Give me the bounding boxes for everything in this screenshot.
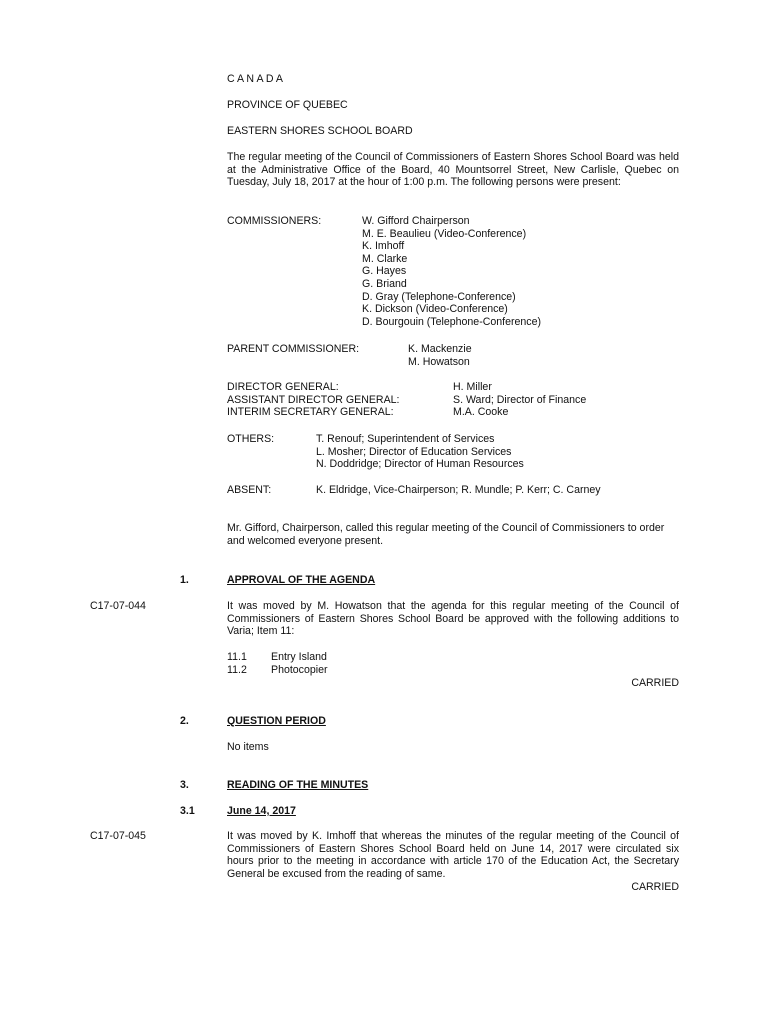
section-2-body: No items <box>227 741 269 753</box>
director-label: DIRECTOR GENERAL: <box>227 381 339 393</box>
resolution-code-044: C17-07-044 <box>90 600 146 612</box>
resolution-044-text: It was moved by M. Howatson that the agenda for this regular meeting of the Council of Commissioners of Eastern Shores School Board be approved with the following additions to Varia; Item 11: <box>227 600 679 638</box>
section-1-title: APPROVAL OF THE AGENDA <box>227 574 376 586</box>
others-name: T. Renouf; Superintendent of Services <box>316 433 495 445</box>
commissioner-name: M. E. Beaulieu (Video-Conference) <box>362 227 527 240</box>
others-list <box>316 433 524 471</box>
opening-paragraph: Mr. Gifford, Chairperson, called this regular meeting of the Council of Commissioners to order and welcomed everyone present. <box>227 522 665 547</box>
varia-item-label: Photocopier <box>271 663 328 676</box>
carried-044: CARRIED <box>631 677 679 689</box>
commissioner-name: W. Gifford Chairperson <box>362 215 470 227</box>
section-3-1-title: June 14, 2017 <box>227 805 296 817</box>
intro-paragraph: The regular meeting of the Council of Commissioners of Eastern Shores School Board was held at the Administrative Office of the Board, 40 Mountsorrel Street, New Carlisle, Quebec on Tuesday, July 18, 2017 at the hour of 1:00 p.m. The following persons were present: <box>227 151 679 189</box>
directors-labels <box>227 381 399 419</box>
resolution-045-text: It was moved by K. Imhoff that whereas the minutes of the regular meeting of the Council of Commissioners of Eastern Shores School Board held on June 14, 2017 were circulated six hours prior to the meeting in accordance with article 170 of the Education Act, the Secretary General be excused from the reading of same. <box>227 830 679 880</box>
commissioner-name: K. Imhoff <box>362 240 405 253</box>
absent-names: K. Eldridge, Vice-Chairperson; R. Mundle; P. Kerr; C. Carney <box>316 484 601 496</box>
director-name: S. Ward; Director of Finance <box>453 393 587 406</box>
province-heading: PROVINCE OF QUEBEC <box>227 99 348 111</box>
section-2-number: 2. <box>180 715 189 727</box>
section-2-title: QUESTION PERIOD <box>227 715 326 727</box>
commissioners-list <box>362 215 541 328</box>
others-name: N. Doddridge; Director of Human Resources <box>316 458 524 471</box>
director-label: ASSISTANT DIRECTOR GENERAL: <box>227 393 400 406</box>
others-label: OTHERS: <box>227 433 275 445</box>
director-name: M.A. Cooke <box>453 406 509 419</box>
section-3-1-number: 3.1 <box>180 805 195 817</box>
parent-commissioner-name: M. Howatson <box>408 355 470 368</box>
others-name: L. Mosher; Director of Education Services <box>316 445 512 458</box>
section-1-number: 1. <box>180 574 189 586</box>
section-3-number: 3. <box>180 779 189 791</box>
section-3-title: READING OF THE MINUTES <box>227 779 369 791</box>
resolution-code-045: C17-07-045 <box>90 830 146 842</box>
varia-item-labels <box>271 651 328 676</box>
directors-names <box>453 381 586 419</box>
absent-label: ABSENT: <box>227 484 272 496</box>
carried-045: CARRIED <box>631 881 679 893</box>
varia-item-number: 11.1 <box>227 651 247 663</box>
country-heading: C A N A D A <box>227 73 283 85</box>
parent-commissioner-label: PARENT COMMISSIONER: <box>227 343 360 355</box>
director-name: H. Miller <box>453 381 492 393</box>
commissioner-name: G. Briand <box>362 277 407 290</box>
board-heading: EASTERN SHORES SCHOOL BOARD <box>227 125 413 137</box>
commissioner-name: G. Hayes <box>362 265 407 278</box>
commissioner-name: M. Clarke <box>362 252 408 265</box>
varia-item-label: Entry Island <box>271 651 327 663</box>
director-label: INTERIM SECRETARY GENERAL: <box>227 406 394 419</box>
commissioner-name: D. Bourgouin (Telephone-Conference) <box>362 315 542 328</box>
varia-item-number: 11.2 <box>227 663 247 676</box>
commissioner-name: D. Gray (Telephone-Conference) <box>362 290 516 303</box>
commissioner-name: K. Dickson (Video-Conference) <box>362 303 508 316</box>
parent-commissioner-list <box>408 343 472 368</box>
varia-item-numbers <box>227 651 247 676</box>
parent-commissioner-name: K. Mackenzie <box>408 343 472 355</box>
commissioners-label: COMMISSIONERS: <box>227 215 322 227</box>
